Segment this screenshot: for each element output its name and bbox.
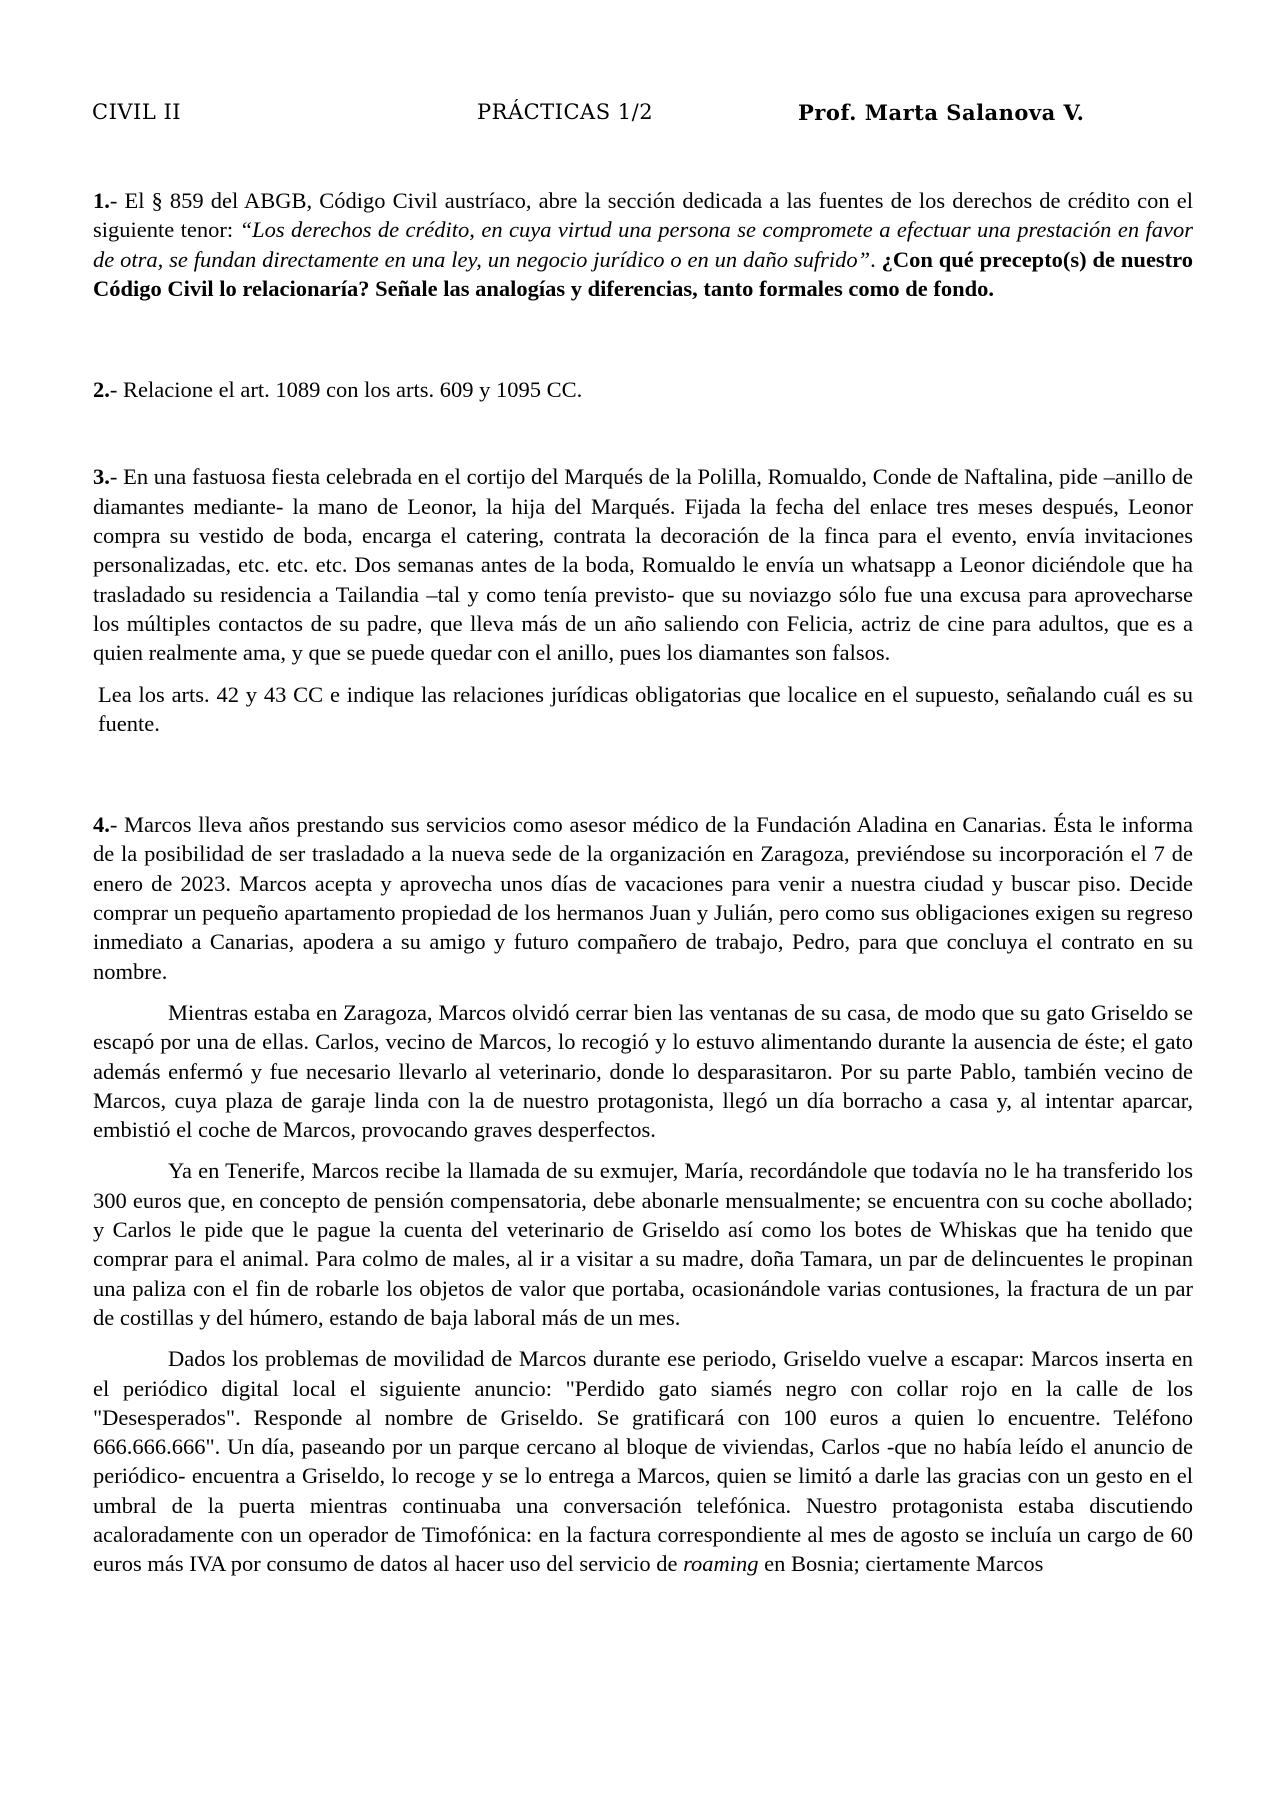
question-4-paragraph-2: Mientras estaba en Zaragoza, Marcos olvidó cerrar bien las ventanas de su casa, de modo que su gato Griseldo se escapó por una de ellas. Carlos, vecino de Marcos, lo recogió y lo estuvo alimentando durante la ausencia de éste; el gato además enfermó y fue necesario llevarlo al veterinario, donde lo desparasitaron. Por su parte Pablo, también vecino de Marcos, cuya plaza de garaje linda con la de nuestro protagonista, llegó un día borracho a casa y, al intentar aparcar, embistió el coche de Marcos, provocando graves desperfectos. [93,999,1193,1143]
question-4-paragraph-4-text: Dados los problemas de movilidad de Marcos durante ese periodo, Griseldo vuelve a escapar: Marcos inserta en el periódico digital local el siguiente anuncio: "Perdido gato siamés negro con collar rojo en la calle de los "Desesperados". Responde al nombre de Griseldo. Se gratificará con 100 euros a quien lo encuentre. Teléfono 666.666.666". Un día, paseando por un parque cercano al bloque de viviendas, Carlos -que no había leído el anuncio de periódico- encuentra a Griseldo, lo recoge y se lo entrega a Marcos, quien se limitó a darle las gracias con un gesto en el umbral de la puerta mientras continuaba una conversación telefónica. Nuestro protagonista estaba discutiendo acaloradamente con un operador de Timofónica: en la factura correspondiente al mes de agosto se incluía un cargo de 60 euros más IVA por consumo de datos al hacer uso del servicio de [93,1346,1193,1577]
question-4 [93,810,1193,986]
roaming-term: roaming [683,1551,759,1577]
question-4-number: 4. [93,812,110,838]
question-1-quote: “Los derechos de crédito, en cuya virtud una persona se compromete a efectuar una prestación en favor de otra, se fundan directamente en una ley, un negocio jurídico o en un daño sufrido” [93,217,1193,272]
course-name: CIVIL II [92,100,182,124]
question-1-separator: . [870,246,882,272]
document-title: PRÁCTICAS 1/2 [477,100,654,124]
question-2-text: - Relacione el art. 1089 con los arts. 609 y 1095 CC. [109,377,583,403]
question-2-number: 2. [93,377,110,403]
question-2 [93,375,1193,404]
professor-name: Prof. Marta Salanova V. [798,100,1085,125]
page-header [92,100,1192,130]
question-1-prompt: ¿Con qué precepto(s) de nuestro Código Civil lo relacionaría? Señale las analogías y diferencias, tanto formales como de fondo. [93,246,1194,301]
question-1-number: 1. [93,188,110,213]
question-1-intro: - El § 859 del ABGB, Código Civil austríaco, abre la sección dedicada a las fuentes de los derechos de crédito con el siguiente tenor: [93,188,1193,243]
question-4-paragraph-4 [93,1344,1193,1578]
question-3-instruction: Lea los arts. 42 y 43 CC e indique las relaciones jurídicas obligatorias que localice en el supuesto, señalando cuál es su fuente. [98,681,1193,736]
question-3-number: 3. [93,464,110,490]
question-3-text: - En una fastuosa fiesta celebrada en el cortijo del Marqués de la Polilla, Romualdo, Conde de Naftalina, pide –anillo de diamantes mediante- la mano de Leonor, la hija del Marqués. Fijada la fecha del enlace tres meses después, Leonor compra su vestido de boda, encarga el catering, contrata la decoración de la finca para el evento, envía invitaciones personalizadas, etc. etc. etc. Dos semanas antes de la boda, Romualdo le envía un whatsapp a Leonor diciéndole que ha trasladado su residencia a Tailandia –tal y como tenía previsto- que su noviazgo sólo fue una excusa para aprovecharse los múltiples contactos de su padre, que lleva más de un año saliendo con Felicia, actriz de cine para adultos, que es a quien realmente ama, y que se puede quedar con el anillo, pues los diamantes son falsos. [93,464,1193,666]
document-body [93,186,1193,1579]
question-3 [93,462,1193,667]
question-4-paragraph-1: - Marcos lleva años prestando sus servicios como asesor médico de la Fundación Aladina en Canarias. Ésta le informa de la posibilidad de ser trasladado a la nueva sede de la organización en Zaragoza, previéndose su incorporación el 7 de enero de 2023. Marcos acepta y aprovecha unos días de vacaciones para venir a nuestra ciudad y buscar piso. Decide comprar un pequeño apartamento propiedad de los hermanos Juan y Julián, pero como sus obligaciones exigen su regreso inmediato a Canarias, apodera a su amigo y futuro compañero de trabajo, Pedro, para que concluya el contrato en su nombre. [93,812,1193,984]
question-4-paragraph-4-end: en Bosnia; ciertamente Marcos [758,1551,1044,1577]
question-1 [93,186,1193,303]
question-4-paragraph-3: Ya en Tenerife, Marcos recibe la llamada de su exmujer, María, recordándole que todavía no le ha transferido los 300 euros que, en concepto de pensión compensatoria, debe abonarle mensualmente; se encuentra con su coche abollado; y Carlos le pide que le pague la cuenta del veterinario de Griseldo así como los botes de Whiskas que ha tenido que comprar para el animal. Para colmo de males, al ir a visitar a su madre, doña Tamara, un par de delincuentes le propinan una paliza con el fin de robarle los objetos de valor que portaba, ocasionándole varias contusiones, la fractura de un par de costillas y del húmero, estando de baja laboral más de un mes. [93,1158,1193,1330]
